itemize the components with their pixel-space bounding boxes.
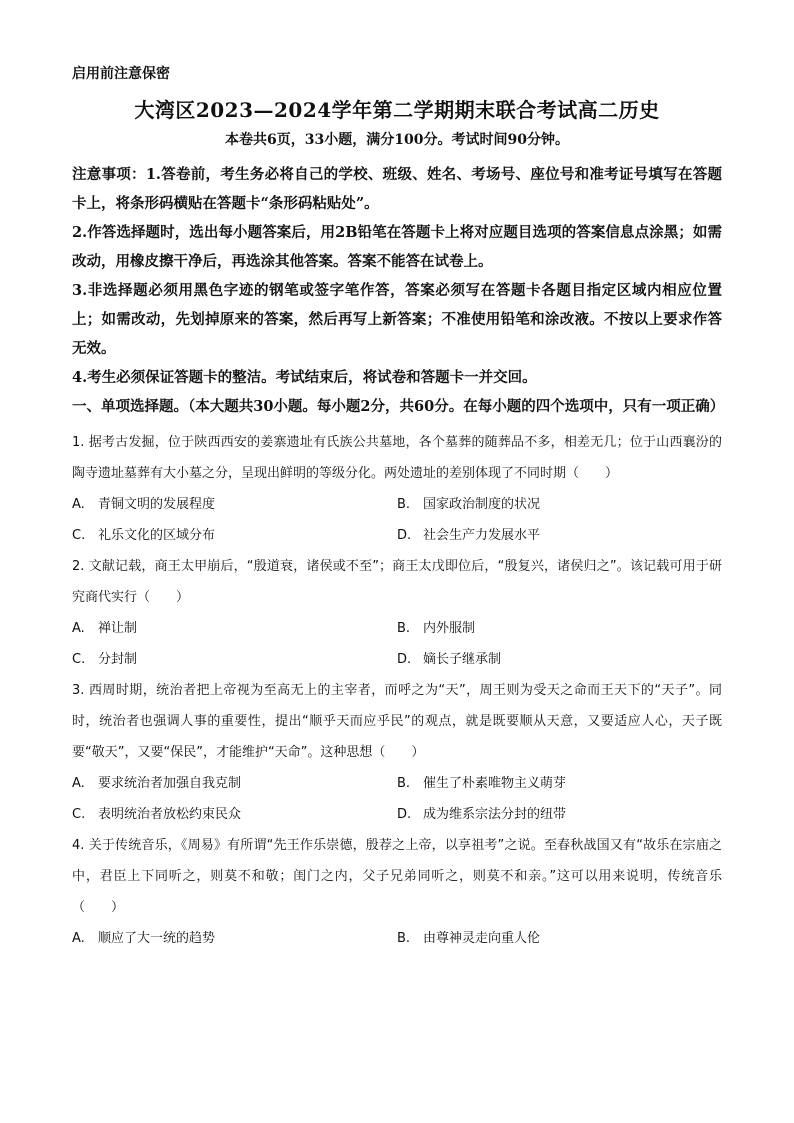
option-c: [72, 644, 397, 675]
option-key: A.: [72, 931, 85, 946]
option-a: [72, 923, 397, 954]
option-key: B.: [397, 621, 411, 636]
option-key: B.: [397, 776, 411, 791]
question-stem: 1. 据考古发掘，位于陕西西安的姜寨遗址有氏族公共墓地，各个墓葬的随葬品不多，相差无几；位于山西襄汾的陶寺遗址墓葬有大小墓之分，呈现出鲜明的等级分化。两处遗址的差别体现了不同时期（ ）: [72, 435, 722, 481]
option-key: A.: [72, 497, 85, 512]
option-key: C.: [72, 807, 86, 822]
option-text: 由尊神灵走向重人伦: [423, 931, 541, 946]
confidential-label: 启用前注意保密: [72, 66, 170, 82]
option-text: 禅让制: [98, 621, 138, 636]
question-2: [72, 551, 722, 675]
option-d: [397, 520, 722, 551]
exam-title: 大湾区2023—2024学年第二学期期末联合考试高二历史: [134, 98, 660, 122]
option-b: [397, 923, 722, 954]
question-4: [72, 830, 722, 954]
notice-item-4: 4.考生必须保证答题卡的整洁。考试结束后，将试卷和答题卡一并交回。: [72, 369, 537, 386]
question-3: [72, 675, 722, 830]
notice-block: [72, 160, 722, 392]
option-b: [397, 489, 722, 520]
option-d: [397, 644, 722, 675]
question-stem: 3. 西周时期，统治者把上帝视为至高无上的主宰者，而呼之为“天”，周王则为受天之命而王天下的“天子”。同时，统治者也强调人事的重要性，提出“顺乎天而应乎民”的观点，就是既要顺从天意，又要适应人心，天子既要“敬天”，又要“保民”，才能维护“天命”。这种思想（ ）: [72, 683, 722, 760]
option-list: [72, 768, 722, 830]
option-key: D.: [397, 528, 412, 543]
exam-subtitle: 本卷共6页，33小题，满分100分。考试时间90分钟。: [225, 132, 569, 148]
question-stem: 2. 文献记载，商王太甲崩后，“殷道衰，诸侯或不至”；商王太戊即位后，“殷复兴，诸侯归之”。该记载可用于研究商代实行（ ）: [72, 559, 722, 605]
option-text: 要求统治者加强自我克制: [98, 776, 242, 791]
option-text: 分封制: [98, 652, 138, 667]
option-b: [397, 768, 722, 799]
option-key: B.: [397, 931, 411, 946]
option-a: [72, 489, 397, 520]
option-text: 顺应了大一统的趋势: [98, 931, 216, 946]
option-a: [72, 613, 397, 644]
notice-item-1: 注意事项：1.答卷前，考生务必将自己的学校、班级、姓名、考场号、座位号和准考证号填写在答题卡上，将条形码横贴在答题卡“条形码粘贴处”。: [72, 166, 722, 212]
option-d: [397, 799, 722, 830]
option-text: 催生了朴素唯物主义萌芽: [423, 776, 567, 791]
question-1: [72, 427, 722, 551]
option-a: [72, 768, 397, 799]
option-key: C.: [72, 528, 86, 543]
option-text: 表明统治者放松约束民众: [98, 807, 242, 822]
option-key: D.: [397, 807, 412, 822]
option-text: 成为维系宗法分封的纽带: [423, 807, 567, 822]
option-text: 国家政治制度的状况: [423, 497, 541, 512]
option-text: 嫡长子继承制: [423, 652, 502, 667]
option-text: 礼乐文化的区域分布: [98, 528, 216, 543]
section-heading: 一、单项选择题。（本大题共30小题。每小题2分，共60分。在每小题的四个选项中，只有一项正确）: [72, 398, 725, 415]
option-text: 内外服制: [423, 621, 476, 636]
option-list: [72, 613, 722, 675]
option-c: [72, 520, 397, 551]
option-key: A.: [72, 621, 85, 636]
notice-item-3: 3.非选择题必须用黑色字迹的钢笔或签字笔作答，答案必须写在答题卡各题目指定区域内相应位置上；如需改动，先划掉原来的答案，然后再写上新答案；不准使用铅笔和涂改液。不按以上要求作答无效。: [72, 282, 722, 357]
option-key: D.: [397, 652, 412, 667]
option-text: 社会生产力发展水平: [423, 528, 541, 543]
question-stem: 4. 关于传统音乐，《周易》有所谓“先王作乐崇德，殷荐之上帝，以享祖考”之说。至春秋战国又有“故乐在宗庙之中，君臣上下同听之，则莫不和敬；闺门之内，父子兄弟同听之，则莫不和亲。”这可以用来说明，传统音乐（ ）: [72, 838, 722, 915]
option-list: [72, 489, 722, 551]
option-key: C.: [72, 652, 86, 667]
option-b: [397, 613, 722, 644]
option-list: [72, 923, 722, 954]
option-key: B.: [397, 497, 411, 512]
option-key: A.: [72, 776, 85, 791]
notice-item-2: 2.作答选择题时，选出每小题答案后，用2B铅笔在答题卡上将对应题目选项的答案信息点涂黑；如需改动，用橡皮擦干净后，再选涂其他答案。答案不能答在试卷上。: [72, 224, 722, 270]
option-text: 青铜文明的发展程度: [98, 497, 216, 512]
option-c: [72, 799, 397, 830]
